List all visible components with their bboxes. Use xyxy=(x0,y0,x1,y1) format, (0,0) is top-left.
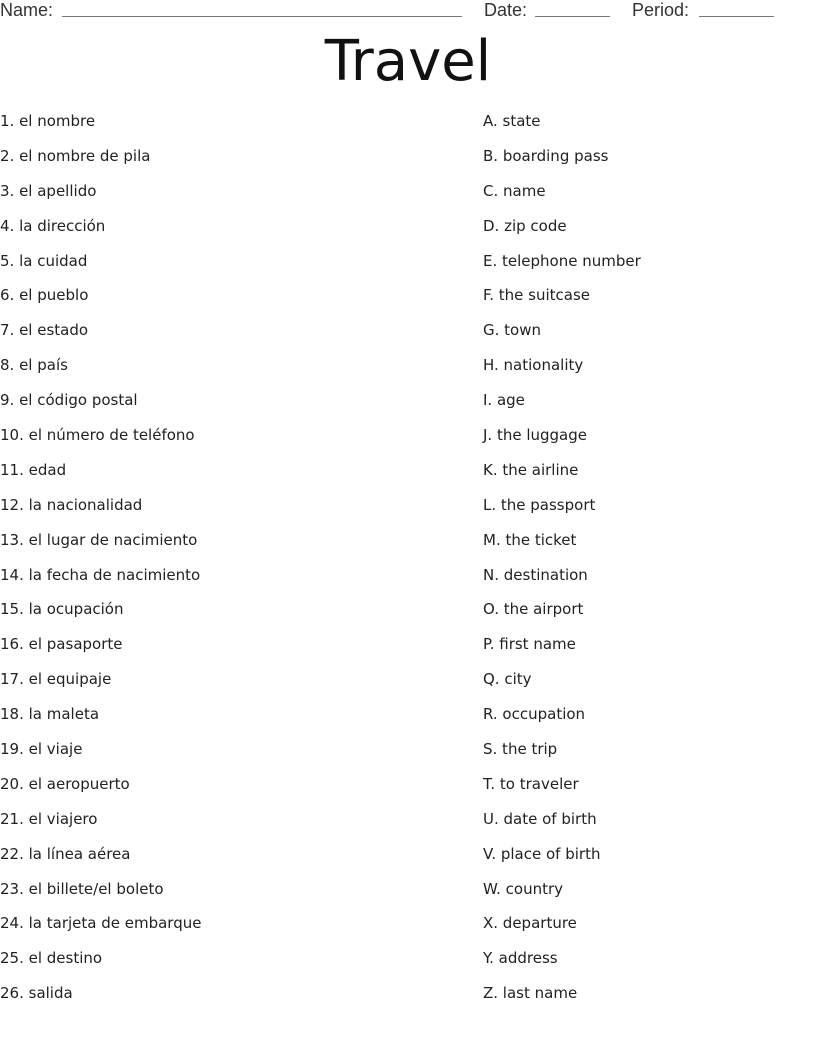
definition-item: T. to traveler xyxy=(483,774,579,793)
date-label: Date: xyxy=(484,0,528,20)
definition-item: G. town xyxy=(483,321,541,340)
definition-item: W. country xyxy=(483,879,564,898)
term-item: 17. el equipaje xyxy=(0,670,112,689)
definition-item: R. occupation xyxy=(483,705,586,724)
term-item: 13. el lugar de nacimiento xyxy=(0,530,198,549)
date-blank-line[interactable] xyxy=(535,16,610,17)
definition-item: O. the airport xyxy=(483,600,584,619)
name-blank-line[interactable] xyxy=(62,16,462,17)
definition-item: M. the ticket xyxy=(483,530,577,549)
term-item: 19. el viaje xyxy=(0,740,83,759)
term-item: 8. el país xyxy=(0,356,68,375)
term-item: 21. el viajero xyxy=(0,809,98,828)
page-title: Travel xyxy=(324,29,492,94)
term-item: 11. edad xyxy=(0,460,67,479)
term-item: 12. la nacionalidad xyxy=(0,495,143,514)
term-item: 1. el nombre xyxy=(0,112,96,130)
term-item: 15. la ocupación xyxy=(0,600,124,619)
definition-item: S. the trip xyxy=(483,740,558,759)
definition-item: H. nationality xyxy=(483,356,584,375)
definition-item: V. place of birth xyxy=(483,844,601,863)
terms-column xyxy=(0,104,460,1011)
term-item: 10. el número de teléfono xyxy=(0,426,195,445)
term-item: 6. el pueblo xyxy=(0,286,89,305)
definition-item: X. departure xyxy=(483,914,577,933)
definition-item: U. date of birth xyxy=(483,809,597,828)
definition-item: Z. last name xyxy=(483,984,578,1003)
term-item: 20. el aeropuerto xyxy=(0,774,130,793)
definition-item: L. the passport xyxy=(483,495,596,514)
term-item: 14. la fecha de nacimiento xyxy=(0,565,201,584)
definition-item: K. the airline xyxy=(483,460,579,479)
worksheet-header xyxy=(0,0,816,22)
term-item: 7. el estado xyxy=(0,321,89,340)
definition-item: N. destination xyxy=(483,565,588,584)
term-item: 22. la línea aérea xyxy=(0,844,131,863)
definition-item: P. first name xyxy=(483,635,576,654)
definition-item: Y. address xyxy=(483,949,558,968)
name-label: Name: xyxy=(0,0,54,20)
definition-item: D. zip code xyxy=(483,216,567,235)
term-item: 24. la tarjeta de embarque xyxy=(0,914,202,933)
term-item: 16. el pasaporte xyxy=(0,635,123,654)
definition-item: Q. city xyxy=(483,670,532,689)
definition-item: J. the luggage xyxy=(483,426,588,445)
term-item: 23. el billete/el boleto xyxy=(0,879,164,898)
definition-item: B. boarding pass xyxy=(483,146,609,165)
term-item: 18. la maleta xyxy=(0,705,100,724)
definitions-column xyxy=(483,104,803,1011)
period-blank-line[interactable] xyxy=(699,16,774,17)
definition-item: C. name xyxy=(483,181,546,200)
term-item: 9. el código postal xyxy=(0,391,138,410)
definition-item: A. state xyxy=(483,112,541,130)
definition-item: E. telephone number xyxy=(483,251,641,270)
definition-item: F. the suitcase xyxy=(483,286,590,305)
term-item: 26. salida xyxy=(0,984,73,1003)
definition-item: I. age xyxy=(483,391,525,410)
term-item: 4. la dirección xyxy=(0,216,106,235)
term-item: 25. el destino xyxy=(0,949,103,968)
term-item: 2. el nombre de pila xyxy=(0,146,151,165)
period-label: Period: xyxy=(632,0,690,20)
term-item: 3. el apellido xyxy=(0,181,97,200)
term-item: 5. la cuidad xyxy=(0,251,88,270)
